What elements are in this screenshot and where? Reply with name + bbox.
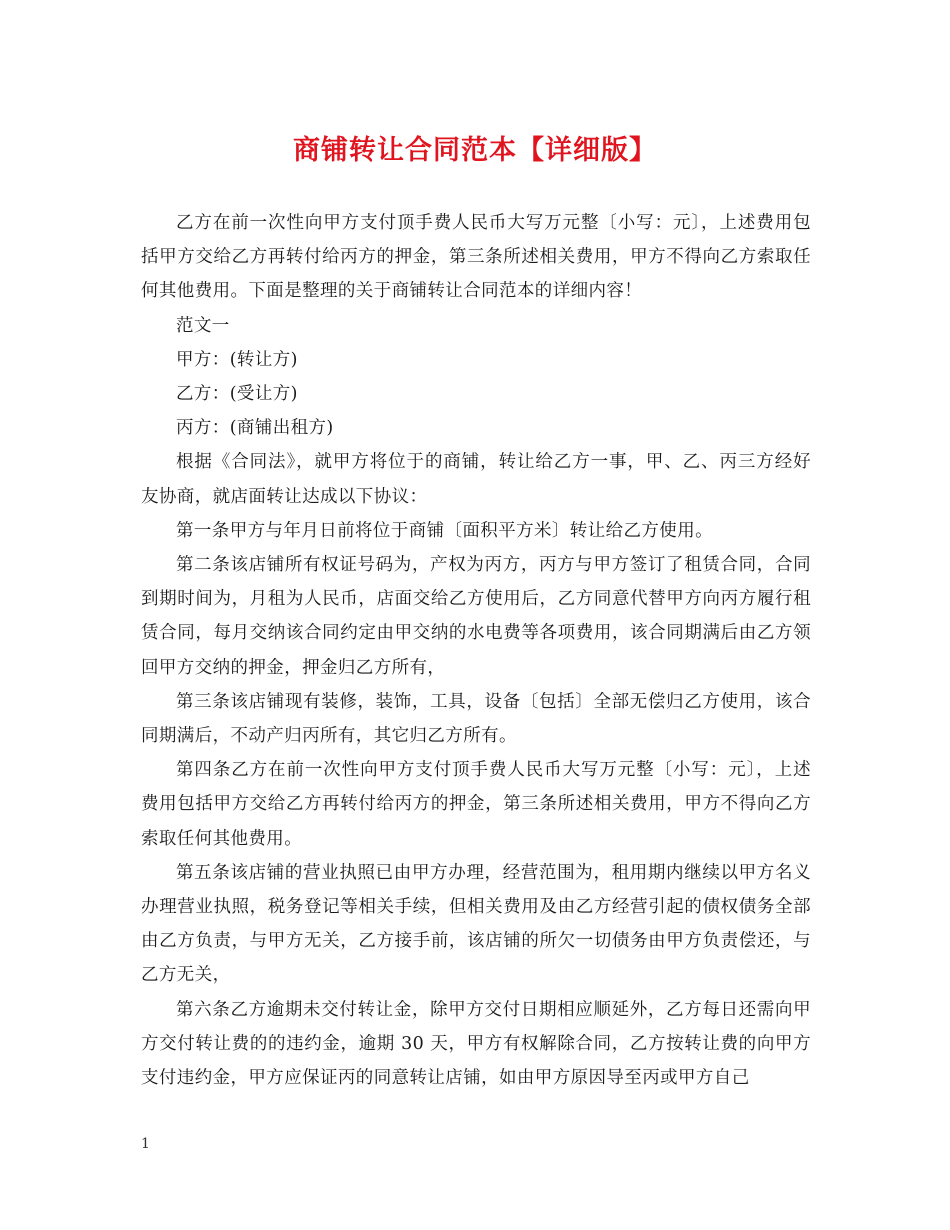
paragraph-party-a: 甲方：(转让方) [176,349,298,370]
paragraph-preamble: 根据《合同法》，就甲方将位于的商铺，转让给乙方一事，甲、乙、丙三方经好友协商，就店面转让达成以下协议： [141,452,811,507]
paragraph-party-c: 丙方：(商铺出租方) [176,418,334,439]
paragraph-sample-heading: 范文一 [176,315,230,336]
document-body [141,206,811,1095]
paragraph-article-5: 第五条该店铺的营业执照已由甲方办理，经营范围为，租用期内继续以甲方名义办理营业执照，税务登记等相关手续，但相关费用及由乙方经营引起的债权债务全部由乙方负责，与甲方无关，乙方接手前，该店铺的所欠一切债务由甲方负责偿还，与乙方无关， [141,862,811,986]
paragraph-intro: 乙方在前一次性向甲方支付顶手费人民币大写万元整〔小写：元〕，上述费用包括甲方交给乙方再转付给丙方的押金，第三条所述相关费用，甲方不得向乙方索取任何其他费用。下面是整理的关于商铺转让合同范本的详细内容！ [141,213,811,302]
paragraph-article-6: 第六条乙方逾期未交付转让金，除甲方交付日期相应顺延外，乙方每日还需向甲方交付转让费的的违约金，逾期 30 天，甲方有权解除合同，乙方按转让费的向甲方支付违约金，甲方应保证丙的同意转让店铺，如由甲方原因导至丙或甲方自己 [141,999,811,1089]
paragraph-article-4: 第四条乙方在前一次性向甲方支付顶手费人民币大写万元整〔小写：元〕，上述费用包括甲方交给乙方再转付给丙方的押金，第三条所述相关费用，甲方不得向乙方索取任何其他费用。 [141,760,811,849]
document-title: 商铺转让合同范本【详细版】 [293,135,657,166]
page-number: 1 [141,1136,150,1152]
paragraph-article-1: 第一条甲方与年月日前将位于商铺〔面积平方米〕转让给乙方使用。 [176,520,713,541]
paragraph-party-b: 乙方：(受让方) [176,384,298,405]
paragraph-article-3: 第三条该店铺现有装修，装饰，工具，设备〔包括〕全部无偿归乙方使用，该合同期满后，不动产归丙所有，其它归乙方所有。 [141,691,811,747]
paragraph-article-2: 第二条该店铺所有权证号码为，产权为丙方，丙方与甲方签订了租赁合同，合同到期时间为，月租为人民币，店面交给乙方使用后，乙方同意代替甲方向丙方履行租赁合同，每月交纳该合同约定由甲交纳的水电费等各项费用，该合同期满后由乙方领回甲方交纳的押金，押金归乙方所有， [141,555,811,678]
